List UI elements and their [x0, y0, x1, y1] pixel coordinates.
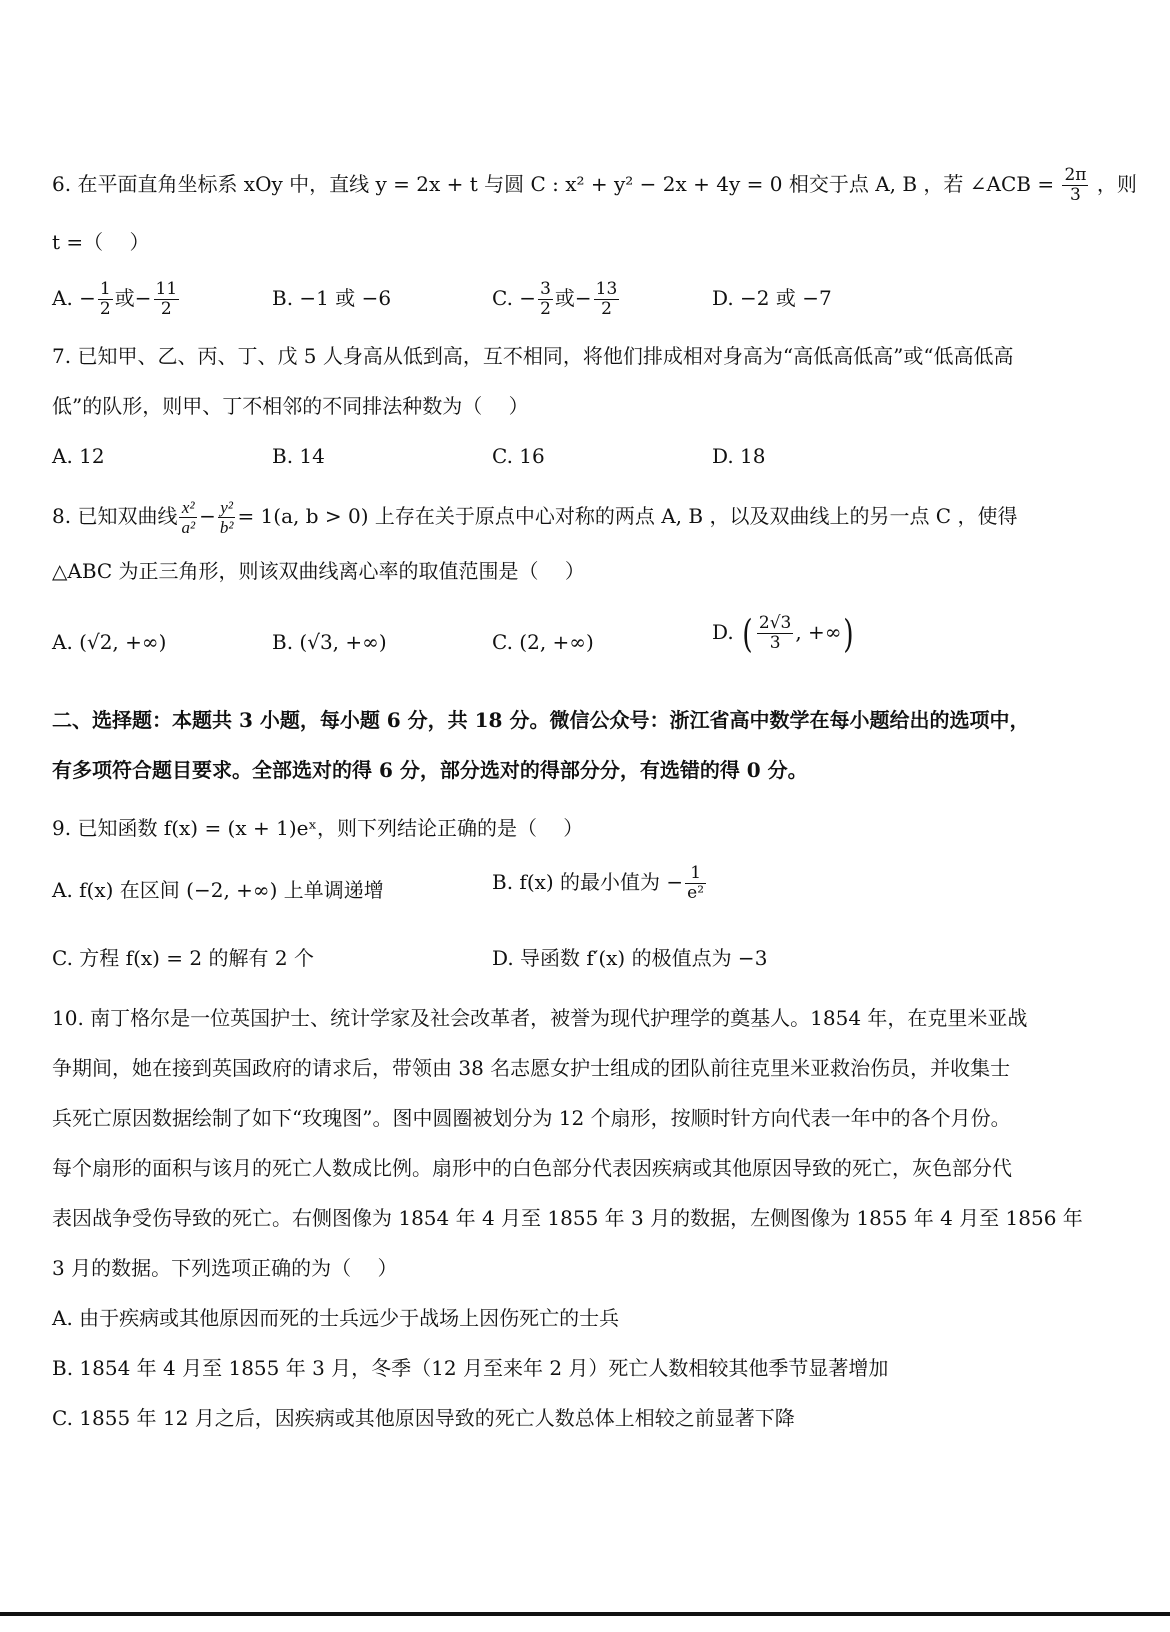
q10-stem-line: 3 月的数据。下列选项正确的为（ ）	[52, 1256, 398, 1280]
fraction-denominator: 2	[601, 299, 612, 319]
fraction-denominator: e²	[687, 883, 705, 903]
q9-option-a: A. f(x) 在区间 (−2, +∞) 上单调递增	[52, 878, 384, 902]
q7-option-b: B. 14	[272, 444, 325, 468]
q7-option-c: C. 16	[492, 444, 545, 468]
q10-stem-line: 每个扇形的面积与该月的死亡人数成比例。扇形中的白色部分代表因疾病或其他原因导致的死亡，灰色部分代	[52, 1156, 1012, 1180]
fraction-numerator: 3	[540, 279, 551, 299]
section2-heading-line2: 有多项符合题目要求。全部选对的得 6 分，部分选对的得部分分，有选错的得 0 分。	[52, 758, 808, 782]
q10-stem-line: 表因战争受伤导致的死亡。右侧图像为 1854 年 4 月至 1855 年 3 月的数据，左侧图像为 1855 年 4 月至 1856 年	[52, 1206, 1083, 1230]
q8-option-b: B. (√3, +∞)	[272, 630, 387, 654]
fraction-denominator: 3	[769, 633, 781, 653]
fraction	[594, 280, 620, 319]
option-label: D.	[712, 620, 734, 644]
q6-stem-text: 6. 在平面直角坐标系 xOy 中，直线 y = 2x + t 与圆 C : x² + y² − 2x + 4y = 0 相交于点 A, B ，若 ∠ACB =	[52, 172, 1055, 196]
fraction-numerator: 1	[99, 279, 111, 299]
q8-option-d	[712, 611, 856, 656]
fraction-denominator: a²	[181, 518, 196, 537]
fraction-numerator: 11	[155, 279, 178, 299]
q6-stem-tail: ，则	[1096, 172, 1137, 196]
option-label: C. −	[492, 286, 537, 310]
fraction	[218, 498, 236, 537]
fraction	[757, 614, 793, 653]
q10-option-a: A. 由于疾病或其他原因而死的士兵远少于战场上因伤死亡的士兵	[52, 1306, 620, 1330]
q6-stem-line2: t =（ ）	[52, 230, 150, 254]
fraction-numerator: 2π	[1064, 165, 1087, 185]
option-label: A. −	[52, 286, 96, 310]
q7-option-a: A. 12	[52, 444, 105, 468]
q9-option-d: D. 导函数 f′(x) 的极值点为 −3	[492, 946, 768, 970]
q8-stem-text: 8. 已知双曲线	[52, 504, 178, 528]
option-tail: , +∞	[795, 620, 842, 644]
q10-option-c: C. 1855 年 12 月之后，因疾病或其他原因导致的死亡人数总体上相较之前显著下降	[52, 1406, 795, 1430]
q8-option-a: A. (√2, +∞)	[52, 630, 167, 654]
fraction-denominator: 2	[99, 299, 111, 319]
q7-stem-line2: 低”的队形，则甲、丁不相邻的不同排法种数为（ ）	[52, 394, 529, 418]
fraction-numerator: y²	[218, 498, 236, 518]
q9-option-c: C. 方程 f(x) = 2 的解有 2 个	[52, 946, 314, 970]
q6-option-a	[52, 280, 181, 319]
fraction	[538, 280, 553, 319]
q8-stem-line1	[52, 498, 1130, 537]
minus-sign: −	[199, 504, 216, 528]
q10-stem-line: 10. 南丁格尔是一位英国护士、统计学家及社会改革者，被誉为现代护理学的奠基人。1854 年，在克里米亚战	[52, 1006, 1028, 1030]
q8-stem-line2: △ABC 为正三角形，则该双曲线离心率的取值范围是（ ）	[52, 559, 585, 583]
option-connector: 或−	[114, 286, 152, 310]
q8-stem-tail: = 1(a, b > 0) 上存在关于原点中心对称的两点 A, B ，以及双曲线上的另一点 C ，使得	[237, 504, 1018, 528]
q10-stem-line: 争期间，她在接到英国政府的请求后，带领由 38 名志愿女护士组成的团队前往克里米亚救治伤员，并收集士	[52, 1056, 1011, 1080]
section2-heading-line1: 二、选择题：本题共 3 小题，每小题 6 分，共 18 分。微信公众号：浙江省高中数学在每小题给出的选项中，	[52, 708, 1030, 732]
q6-option-c	[492, 280, 621, 319]
fraction	[179, 498, 197, 537]
q10-option-b: B. 1854 年 4 月至 1855 年 3 月，冬季（12 月至来年 2 月）死亡人数相较其他季节显著增加	[52, 1356, 889, 1380]
left-paren: (	[742, 611, 753, 656]
option-label: B. f(x) 的最小值为 −	[492, 870, 684, 894]
fraction	[154, 280, 180, 319]
q6-stem-line1	[52, 165, 1137, 205]
fraction-numerator: x²	[179, 498, 197, 518]
fraction-denominator: 2	[160, 299, 172, 319]
bottom-border	[0, 1612, 1170, 1616]
fraction-denominator: 3	[1070, 185, 1081, 205]
q6-angle-fraction	[1062, 166, 1088, 205]
q7-stem-line1: 7. 已知甲、乙、丙、丁、戊 5 人身高从低到高，互不相同，将他们排成相对身高为“高低高低高”或“低高低高	[52, 344, 1014, 368]
fraction-numerator: 13	[595, 279, 618, 299]
fraction-denominator: b²	[219, 518, 234, 537]
q7-option-d: D. 18	[712, 444, 766, 468]
fraction-denominator: 2	[540, 299, 551, 319]
fraction-numerator: 1	[685, 864, 706, 884]
fraction	[98, 280, 113, 319]
q10-stem-line: 兵死亡原因数据绘制了如下“玫瑰图”。图中圆圈被划分为 12 个扇形，按顺时针方向代表一年中的各个月份。	[52, 1106, 1011, 1130]
fraction-numerator: 2√3	[758, 613, 792, 633]
q9-option-b	[492, 864, 708, 903]
option-connector: 或−	[554, 286, 592, 310]
q6-option-b: B. −1 或 −6	[272, 286, 392, 310]
q6-option-d: D. −2 或 −7	[712, 286, 832, 310]
right-paren: )	[843, 611, 855, 656]
q9-stem: 9. 已知函数 f(x) = (x + 1)eˣ，则下列结论正确的是（ ）	[52, 816, 584, 840]
fraction	[685, 864, 706, 903]
q8-option-c: C. (2, +∞)	[492, 630, 594, 654]
